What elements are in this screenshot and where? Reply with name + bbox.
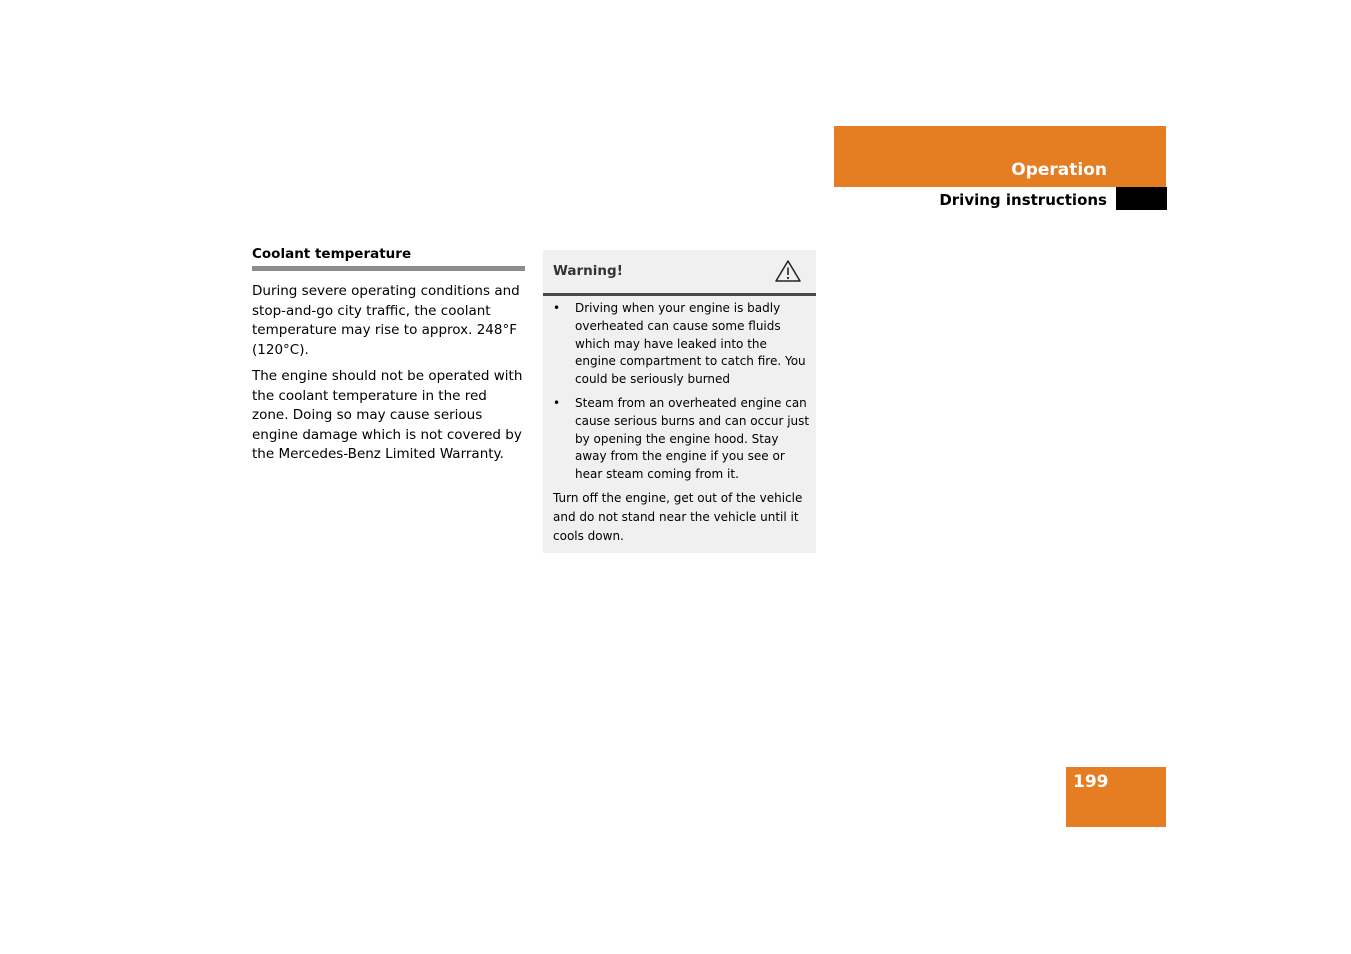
bullet-icon: • — [553, 301, 561, 315]
body-paragraph-1: During severe operating conditions and stop-and-go city traffic, the coolant temperature may rise to approx. 248°F (120°C). — [252, 283, 520, 358]
chapter-header — [834, 126, 1166, 187]
warning-bullet-text: Steam from an overheated engine can cause serious burns and can occur just by opening the engine hood. Stay away from the engine if you see or hear steam coming from it. — [575, 395, 810, 482]
warning-box — [543, 250, 816, 553]
bullet-icon: • — [553, 395, 561, 410]
warning-bullet-list — [543, 300, 816, 490]
page-number-block — [1066, 767, 1166, 827]
chapter-title: Operation — [1011, 160, 1107, 180]
warning-footer-text: Turn off the engine, get out of the vehicle and do not stand near the vehicle until it cools down. — [553, 491, 803, 543]
section-tab-marker — [1116, 187, 1167, 210]
body-paragraph-2: The engine should not be operated with the coolant temperature in the red zone. Doing so may cause serious engine damage which is not covered by the Mercedes-Benz Limited Warranty. — [252, 368, 523, 462]
coolant-temperature-heading: Coolant temperature — [252, 246, 412, 262]
warning-bullet-item — [543, 300, 816, 389]
warning-bullet-text: Driving when your engine is badly overheated can cause some fluids which may have leaked into the engine compartment to catch fire. You could be seriously burned — [575, 301, 806, 387]
warning-triangle-icon — [774, 259, 802, 283]
section-title: Driving instructions — [939, 191, 1107, 209]
heading-divider — [252, 266, 525, 271]
warning-bullet-item — [543, 395, 816, 484]
warning-divider — [543, 293, 816, 296]
page-number: 199 — [1073, 772, 1109, 792]
warning-title: Warning! — [553, 263, 623, 279]
